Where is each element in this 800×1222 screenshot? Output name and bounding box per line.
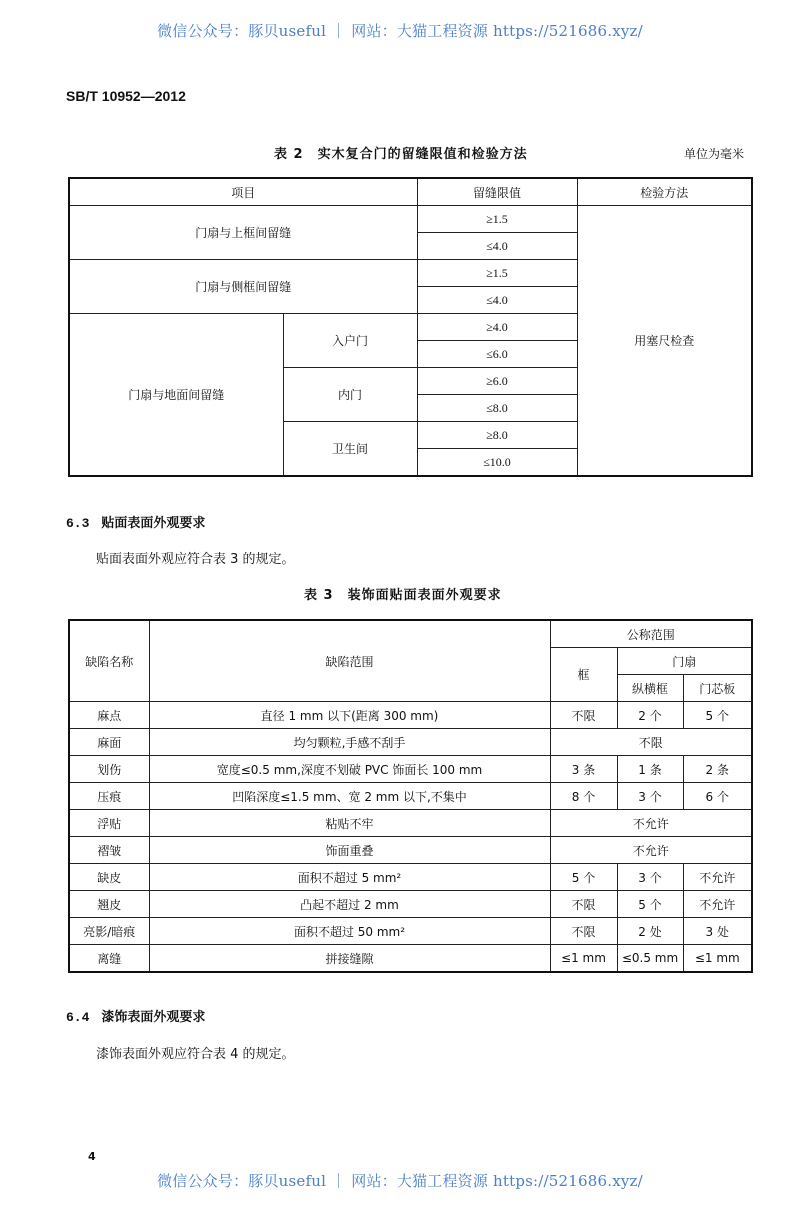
item-cell: 门扇与侧框间留缝 xyxy=(69,260,417,314)
panel-cell: 6 个 xyxy=(683,783,752,810)
defect-name-cell: 离缝 xyxy=(69,945,149,973)
limit-cell: ≥8.0 xyxy=(417,422,577,449)
section-title: 漆饰表面外观要求 xyxy=(101,1010,206,1025)
table2-unit: 单位为毫米 xyxy=(684,147,745,161)
panel-cell: 5 个 xyxy=(683,702,752,729)
header-limit: 留缝限值 xyxy=(417,178,577,206)
table-row xyxy=(69,810,752,837)
panel-cell: 不允许 xyxy=(683,891,752,918)
table-row xyxy=(69,756,752,783)
frame-cell: 不限 xyxy=(550,918,617,945)
document-code: SB/T 10952—2012 xyxy=(66,88,186,104)
section-number: 6.4 xyxy=(66,1010,90,1025)
defect-name-cell: 浮贴 xyxy=(69,810,149,837)
table-row xyxy=(69,702,752,729)
table2-gap-limits xyxy=(68,177,753,477)
section-6-4-text: 漆饰表面外观应符合表 4 的规定。 xyxy=(96,1047,295,1062)
watermark-top: 微信公众号：豚贝useful ｜ 网站：大猫工程资源 https://521686.xyz/ xyxy=(157,22,643,40)
table-row xyxy=(69,729,752,756)
subitem-cell: 内门 xyxy=(283,368,417,422)
panel-cell: ≤1 mm xyxy=(683,945,752,973)
table3-title: 表 3 装饰面贴面表面外观要求 xyxy=(304,588,502,603)
method-cell: 用塞尺检查 xyxy=(577,206,752,477)
watermark-bottom: 微信公众号：豚贝useful ｜ 网站：大猫工程资源 https://521686.xyz/ xyxy=(157,1172,643,1190)
defect-range-cell: 面积不超过 50 mm² xyxy=(149,918,550,945)
table-header-row xyxy=(69,620,752,648)
stile-cell: 2 个 xyxy=(617,702,683,729)
table-row xyxy=(69,864,752,891)
defect-range-cell: 拼接缝隙 xyxy=(149,945,550,973)
header-frame: 框 xyxy=(550,648,617,702)
stile-cell: 1 条 xyxy=(617,756,683,783)
section-title: 贴面表面外观要求 xyxy=(101,516,206,531)
panel-cell: 3 处 xyxy=(683,918,752,945)
header-method: 检验方法 xyxy=(577,178,752,206)
defect-name-cell: 麻面 xyxy=(69,729,149,756)
defect-name-cell: 缺皮 xyxy=(69,864,149,891)
defect-range-cell: 凸起不超过 2 mm xyxy=(149,891,550,918)
section-number: 6.3 xyxy=(66,516,90,531)
table-row xyxy=(69,206,752,233)
frame-cell: 8 个 xyxy=(550,783,617,810)
table2-title: 表 2 实木复合门的留缝限值和检验方法 xyxy=(274,147,528,162)
table-header-row xyxy=(69,178,752,206)
table-row xyxy=(69,783,752,810)
table-row xyxy=(69,945,752,973)
limit-cell: ≥4.0 xyxy=(417,314,577,341)
frame-cell: ≤1 mm xyxy=(550,945,617,973)
table-row xyxy=(69,891,752,918)
limit-cell: ≥1.5 xyxy=(417,206,577,233)
merged-cell: 不允许 xyxy=(550,810,752,837)
page-number: 4 xyxy=(88,1150,96,1163)
defect-range-cell: 面积不超过 5 mm² xyxy=(149,864,550,891)
section-6-4-heading xyxy=(66,1006,205,1025)
defect-name-cell: 翘皮 xyxy=(69,891,149,918)
merged-cell: 不限 xyxy=(550,729,752,756)
limit-cell: ≥1.5 xyxy=(417,260,577,287)
frame-cell: 3 条 xyxy=(550,756,617,783)
stile-cell: 3 个 xyxy=(617,864,683,891)
header-panel: 门芯板 xyxy=(683,675,752,702)
defect-range-cell: 均匀颗粒,手感不刮手 xyxy=(149,729,550,756)
defect-name-cell: 压痕 xyxy=(69,783,149,810)
defect-range-cell: 宽度≤0.5 mm,深度不划破 PVC 饰面长 100 mm xyxy=(149,756,550,783)
header-nominal: 公称范围 xyxy=(550,620,752,648)
defect-range-cell: 凹陷深度≤1.5 mm、宽 2 mm 以下,不集中 xyxy=(149,783,550,810)
defect-name-cell: 褶皱 xyxy=(69,837,149,864)
item-cell: 门扇与上框间留缝 xyxy=(69,206,417,260)
table-row xyxy=(69,837,752,864)
defect-name-cell: 亮影/暗痕 xyxy=(69,918,149,945)
subitem-cell: 入户门 xyxy=(283,314,417,368)
stile-cell: 5 个 xyxy=(617,891,683,918)
defect-range-cell: 饰面重叠 xyxy=(149,837,550,864)
subitem-cell: 卫生间 xyxy=(283,422,417,477)
panel-cell: 不允许 xyxy=(683,864,752,891)
table-row xyxy=(69,918,752,945)
limit-cell: ≤6.0 xyxy=(417,341,577,368)
limit-cell: ≤4.0 xyxy=(417,233,577,260)
limit-cell: ≤4.0 xyxy=(417,287,577,314)
table3-veneer-appearance xyxy=(68,619,753,973)
defect-range-cell: 粘贴不牢 xyxy=(149,810,550,837)
defect-name-cell: 麻点 xyxy=(69,702,149,729)
header-stile-rail: 纵横框 xyxy=(617,675,683,702)
item-cell: 门扇与地面间留缝 xyxy=(69,314,283,477)
stile-cell: 3 个 xyxy=(617,783,683,810)
panel-cell: 2 条 xyxy=(683,756,752,783)
section-6-3-heading xyxy=(66,512,205,531)
stile-cell: ≤0.5 mm xyxy=(617,945,683,973)
defect-name-cell: 划伤 xyxy=(69,756,149,783)
limit-cell: ≥6.0 xyxy=(417,368,577,395)
defect-range-cell: 直径 1 mm 以下(距离 300 mm) xyxy=(149,702,550,729)
frame-cell: 不限 xyxy=(550,891,617,918)
section-6-3-text: 贴面表面外观应符合表 3 的规定。 xyxy=(96,552,295,567)
limit-cell: ≤8.0 xyxy=(417,395,577,422)
frame-cell: 5 个 xyxy=(550,864,617,891)
header-door-leaf: 门扇 xyxy=(617,648,752,675)
merged-cell: 不允许 xyxy=(550,837,752,864)
stile-cell: 2 处 xyxy=(617,918,683,945)
limit-cell: ≤10.0 xyxy=(417,449,577,477)
header-defect-range: 缺陷范围 xyxy=(149,620,550,702)
frame-cell: 不限 xyxy=(550,702,617,729)
header-defect-name: 缺陷名称 xyxy=(69,620,149,702)
header-item: 项目 xyxy=(69,178,417,206)
